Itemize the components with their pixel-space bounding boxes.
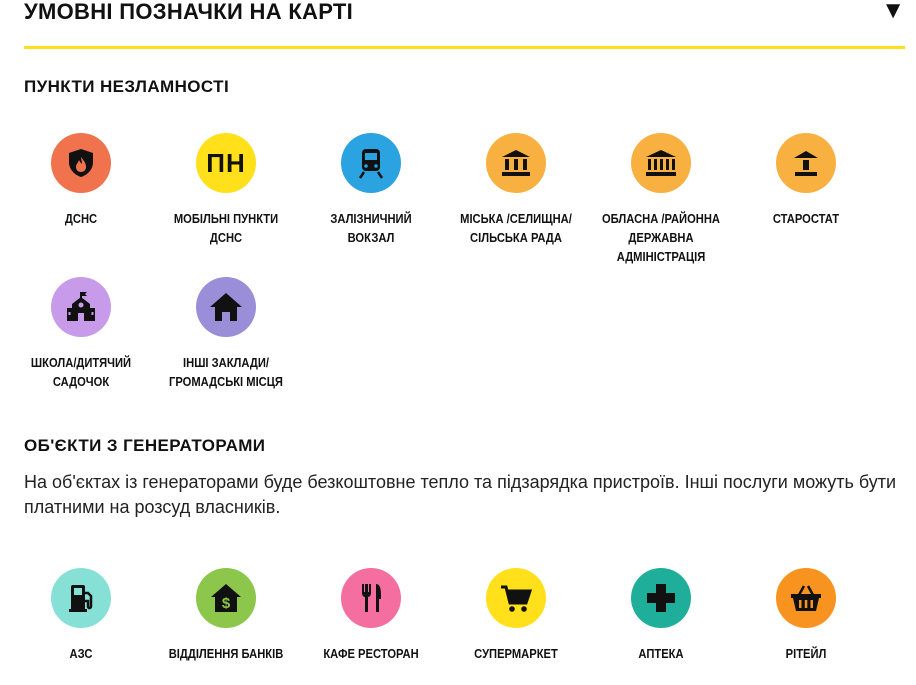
legend-label: ІНШІ ЗАКЛАДИ/ ГРОМАДСЬКІ МІСЦЯ (169, 355, 283, 389)
legend-item-other-public-places (156, 277, 296, 391)
small-building-icon (776, 133, 836, 193)
legend-label: ОБЛАСНА /РАЙОННА ДЕРЖАВНА АДМІНІСТРАЦІЯ (601, 211, 721, 264)
legend-item-supermarket (446, 568, 586, 663)
legend-item-retail (736, 568, 876, 663)
legend-label: ШКОЛА/ДИТЯЧИЙ САДОЧОК (30, 355, 132, 389)
pharmacy-cross-icon (631, 568, 691, 628)
legend-item-mobile-dsns (156, 133, 296, 247)
shopping-basket-icon (776, 568, 836, 628)
legend-label: СТАРОСТАТ (772, 211, 840, 226)
legend-label: ДСНС (64, 211, 98, 226)
fuel-pump-icon (51, 568, 111, 628)
legend-item-pharmacy (591, 568, 731, 663)
pn-icon-text: ПН (206, 147, 246, 178)
legend-item-starostat (736, 133, 876, 228)
legend-label: МОБІЛЬНІ ПУНКТИ ДСНС (173, 211, 279, 245)
legend-label: АЗС (69, 646, 93, 661)
government-building-icon (486, 133, 546, 193)
legend-item-railway-station (301, 133, 441, 247)
train-icon (341, 133, 401, 193)
school-icon (51, 277, 111, 337)
fork-knife-icon (341, 568, 401, 628)
section-title-resilience-points: ПУНКТИ НЕЗЛАМНОСТІ (24, 77, 230, 96)
legend-label: КАФЕ РЕСТОРАН (323, 646, 419, 661)
legend-item-dsns (11, 133, 151, 228)
administration-building-icon (631, 133, 691, 193)
legend-label: МІСЬКА /СЕЛИЩНА/ СІЛЬСЬКА РАДА (460, 211, 572, 245)
legend-label: ЗАЛІЗНИЧНИЙ ВОКЗАЛ (330, 211, 412, 245)
section-description: На об'єктах із генераторами буде безкоштовне тепло та підзарядка пристроїв. Інші послуги можуть бути платними на розсуд власників. (24, 472, 897, 517)
legend-item-regional-administration (591, 133, 731, 266)
legend-label: РІТЕЙЛ (785, 646, 827, 661)
svg-text:$: $ (221, 595, 231, 612)
house-icon (196, 277, 256, 337)
collapse-toggle-icon[interactable]: ▼ (881, 0, 905, 24)
legend-item-school (11, 277, 151, 391)
pn-text-icon (196, 133, 256, 193)
legend-item-cafe-restaurant (301, 568, 441, 663)
legend-header[interactable] (24, 0, 905, 49)
legend-label: ВІДДІЛЕННЯ БАНКІВ (168, 646, 284, 661)
section-title-generator-objects: ОБ'ЄКТИ З ГЕНЕРАТОРАМИ (24, 436, 266, 455)
bank-house-icon (196, 568, 256, 628)
legend-title: УМОВНІ ПОЗНАЧКИ НА КАРТІ (24, 0, 354, 24)
flame-shield-icon (51, 133, 111, 193)
legend-item-city-council (446, 133, 586, 247)
legend-item-gas-station (11, 568, 151, 663)
legend-label: АПТЕКА (638, 646, 684, 661)
legend-item-bank-branch (156, 568, 296, 663)
legend-label: СУПЕРМАРКЕТ (474, 646, 558, 661)
shopping-cart-icon (486, 568, 546, 628)
